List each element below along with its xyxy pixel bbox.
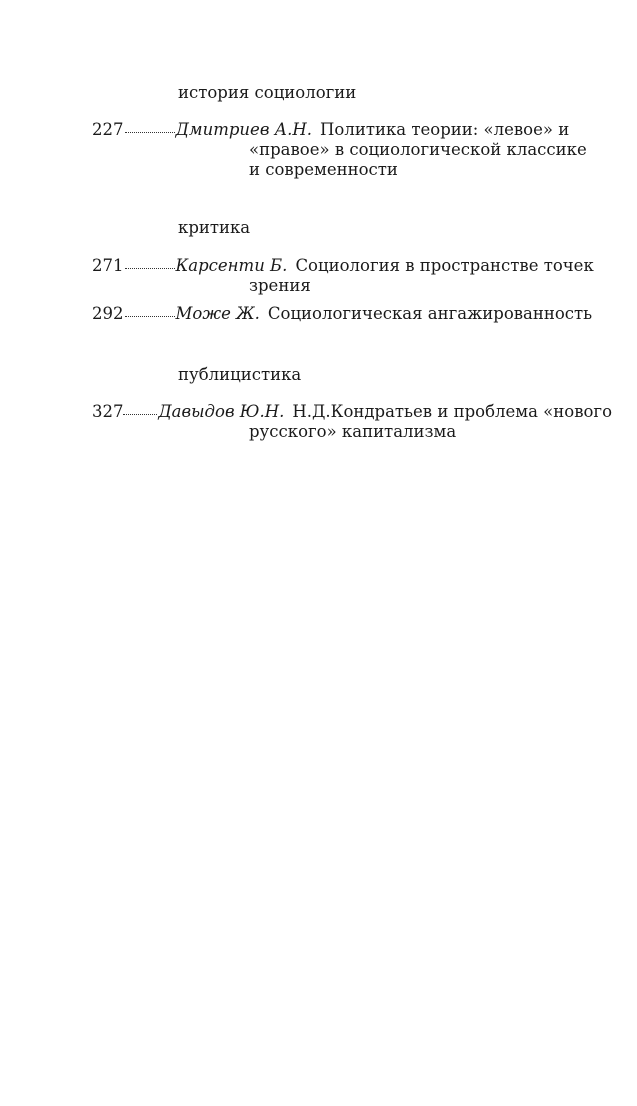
toc-entry[interactable]	[92, 402, 612, 442]
author-name: Карсенти Б.	[175, 256, 288, 275]
page-number: 271	[92, 256, 124, 275]
entry-title-line: Н.Д.Кондратьев и проблема «нового	[292, 402, 612, 421]
section-heading-critique: критика	[178, 218, 251, 237]
toc-entry[interactable]	[92, 256, 612, 296]
dot-leader	[123, 413, 157, 415]
dot-leader	[125, 267, 175, 269]
entry-title-line: Политика теории: «левое» и	[320, 120, 570, 139]
page-number: 292	[92, 304, 124, 323]
dot-leader	[125, 315, 175, 317]
section-heading-history: история социологии	[178, 83, 357, 102]
page-number: 227	[92, 120, 124, 139]
entry-title-line: зрения	[249, 276, 311, 295]
dot-leader	[125, 131, 175, 133]
entry-title-line: «правое» в социологической классике	[249, 140, 587, 159]
page-number: 327	[92, 402, 124, 421]
entry-title-line: Социологическая ангажированность	[267, 304, 593, 323]
author-name: Може Ж.	[175, 304, 260, 323]
section-heading-journalism: публицистика	[178, 365, 302, 384]
entry-title-line: Социология в пространстве точек	[295, 256, 594, 275]
toc-entry[interactable]	[92, 304, 612, 324]
toc-entry[interactable]	[92, 120, 612, 180]
entry-title-line: русского» капитализма	[249, 422, 457, 441]
author-name: Давыдов Ю.Н.	[158, 402, 285, 421]
entry-title-line: и современности	[249, 160, 398, 179]
author-name: Дмитриев А.Н.	[175, 120, 313, 139]
